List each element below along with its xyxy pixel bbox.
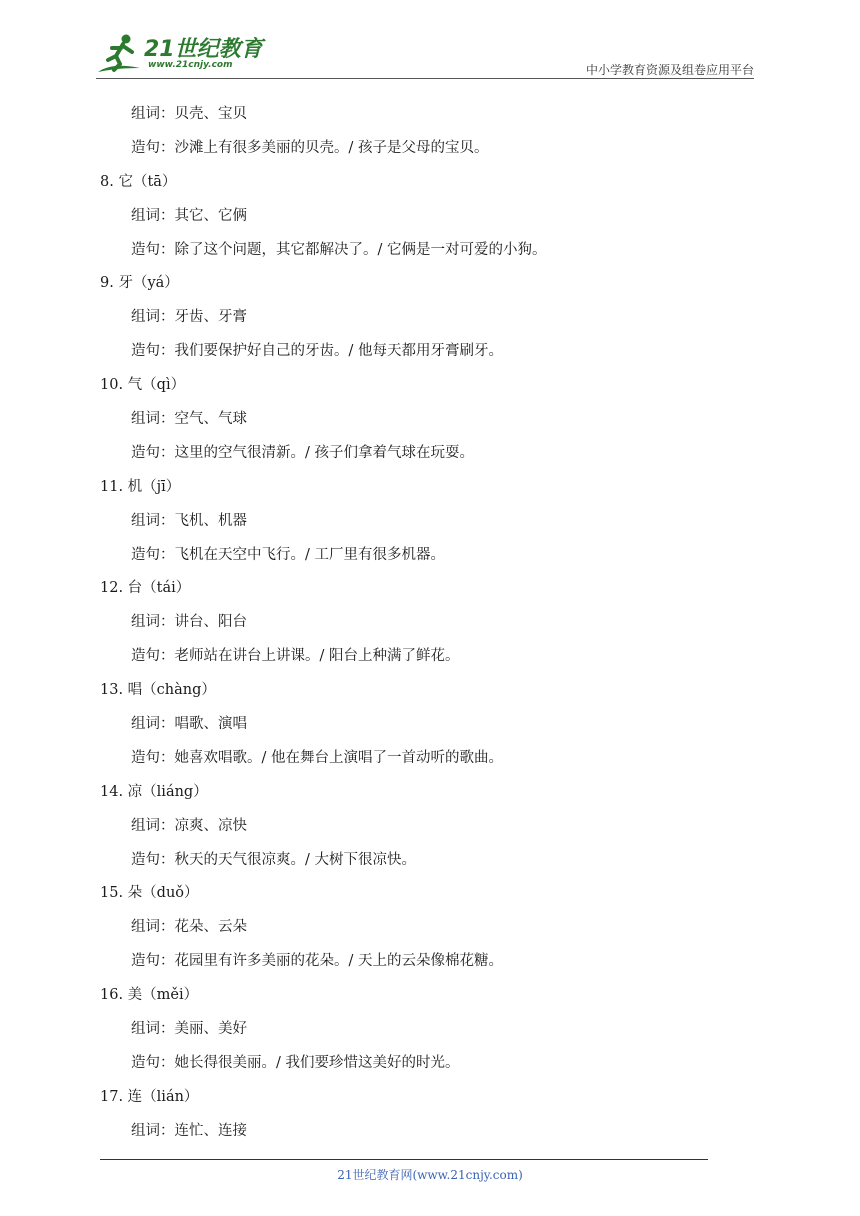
entry-detail-line: 造句：秋天的天气很凉爽。/ 大树下很凉快。 [131, 851, 416, 868]
entry-detail-line: 组词：贝壳、宝贝 [131, 106, 247, 122]
logo-text: 21世纪教育 [144, 37, 263, 62]
entry-heading: 11. 机（jī） [100, 478, 181, 495]
document-body [100, 98, 740, 1149]
entry-detail-line: 组词：其它、它俩 [131, 207, 247, 224]
header-divider [96, 78, 754, 79]
entry-detail-line: 造句：这里的空气很清新。/ 孩子们拿着气球在玩耍。 [131, 444, 474, 461]
entry-detail-line: 造句：她长得很美丽。/ 我们要珍惜这美好的时光。 [131, 1054, 460, 1071]
entry-detail-line: 造句：沙滩上有很多美丽的贝壳。/ 孩子是父母的宝贝。 [131, 139, 489, 156]
entry-heading: 15. 朵（duǒ） [100, 885, 199, 902]
footer-text[interactable]: 21世纪教育网(www.21cnjy.com) [337, 1168, 523, 1182]
entry-heading: 10. 气（qì） [100, 377, 186, 394]
runner-logo-icon [96, 32, 142, 76]
entry-detail-line: 造句：她喜欢唱歌。/ 他在舞台上演唱了一首动听的歌曲。 [131, 749, 503, 766]
entry-detail-line: 组词：美丽、美好 [131, 1021, 247, 1038]
entry-detail-line: 造句：花园里有许多美丽的花朵。/ 天上的云朵像棉花糖。 [131, 953, 503, 970]
entry-detail-line: 组词：飞机、机器 [131, 512, 247, 529]
entry-heading: 14. 凉（liáng） [100, 783, 208, 800]
entry-heading: 12. 台（tái） [100, 580, 191, 597]
entry-detail-line: 组词：空气、气球 [131, 411, 247, 428]
footer-divider [100, 1159, 708, 1160]
page-header [0, 0, 860, 80]
entry-detail-line: 造句：我们要保护好自己的牙齿。/ 他每天都用牙膏刷牙。 [131, 343, 503, 360]
header-platform-name: 中小学教育资源及组卷应用平台 [585, 63, 754, 77]
entry-detail-line: 造句：除了这个问题，其它都解决了。/ 它俩是一对可爱的小狗。 [131, 241, 547, 258]
entry-detail-line: 造句：老师站在讲台上讲课。/ 阳台上种满了鲜花。 [131, 648, 460, 665]
logo[interactable] [96, 30, 266, 78]
entry-heading: 17. 连（lián） [100, 1088, 199, 1105]
logo-url: www.21cnjy.com [148, 60, 233, 70]
entry-detail-line: 组词：唱歌、演唱 [131, 716, 247, 733]
entry-detail-line: 组词：凉爽、凉快 [131, 817, 247, 834]
entry-detail-line: 组词：牙齿、牙膏 [131, 309, 247, 326]
entry-heading: 13. 唱（chàng） [100, 682, 216, 699]
entry-heading: 8. 它（tā） [100, 173, 177, 190]
entry-heading: 16. 美（měi） [100, 987, 199, 1004]
entry-detail-line: 组词：连忙、连接 [131, 1122, 247, 1139]
entry-detail-line: 组词：讲台、阳台 [131, 614, 247, 631]
entry-detail-line: 组词：花朵、云朵 [131, 919, 247, 936]
entry-heading: 9. 牙（yá） [100, 275, 179, 292]
entry-detail-line: 造句：飞机在天空中飞行。/ 工厂里有很多机器。 [131, 546, 445, 563]
